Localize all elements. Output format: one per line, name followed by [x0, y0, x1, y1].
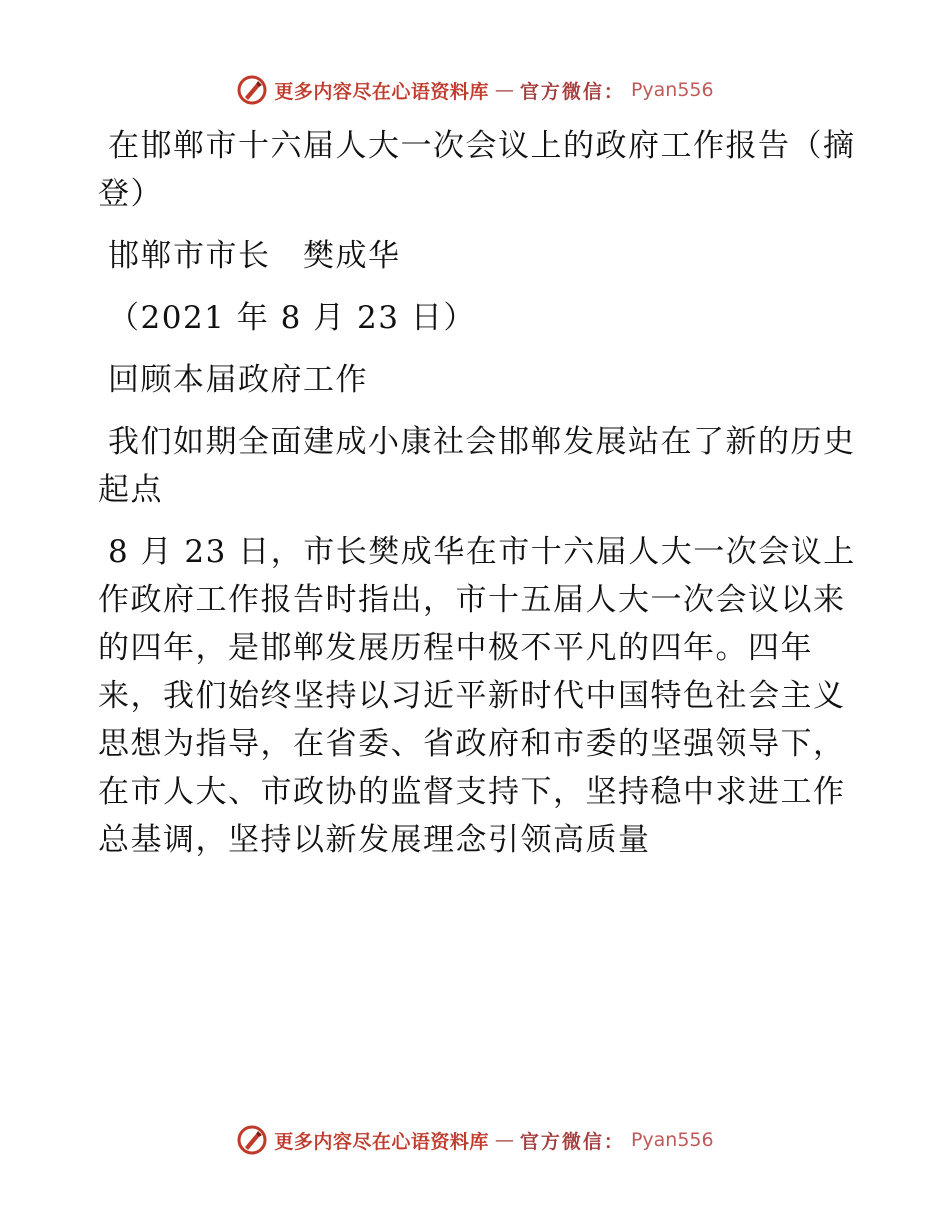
document-author: 邯郸市市长 樊成华: [108, 238, 401, 274]
watermark-official-label: 官方微信：: [519, 1130, 625, 1153]
watermark-separator: —: [494, 79, 514, 101]
header-watermark: [0, 70, 950, 110]
watermark-main-text: 更多内容尽在心语资料库: [274, 1130, 489, 1153]
pen-seal-icon: [236, 1124, 268, 1156]
document-date: （2021 年 8 月 23 日）: [108, 300, 476, 336]
footer-watermark: [0, 1120, 950, 1160]
body-paragraph: 8 月 23 日，市长樊成华在市十六届人大一次会议上作政府工作报告时指出，市十五届人大一次会议以来的四年，是邯郸发展历程中极不平凡的四年。四年来，我们始终坚持以习近平新时代中国特色社会主义思想为指导，在省委、省政府和市委的坚强领导下，在市人大、市政协的监督支持下，坚持稳中求进工作总基调，坚持以新发展理念引领高质量: [98, 534, 856, 858]
sub-heading: 我们如期全面建成小康社会邯郸发展站在了新的历史起点: [98, 424, 856, 508]
watermark-official-label: 官方微信：: [519, 80, 625, 103]
document-title: 在邯郸市十六届人大一次会议上的政府工作报告（摘登）: [98, 128, 856, 212]
watermark-handle: Pyan556: [630, 1129, 714, 1151]
document-body: [98, 122, 858, 878]
watermark-main-text: 更多内容尽在心语资料库: [274, 80, 489, 103]
watermark-separator: —: [494, 1129, 514, 1151]
section-heading: 回顾本届政府工作: [108, 362, 368, 398]
pen-seal-icon: [236, 74, 268, 106]
watermark-handle: Pyan556: [630, 79, 714, 101]
